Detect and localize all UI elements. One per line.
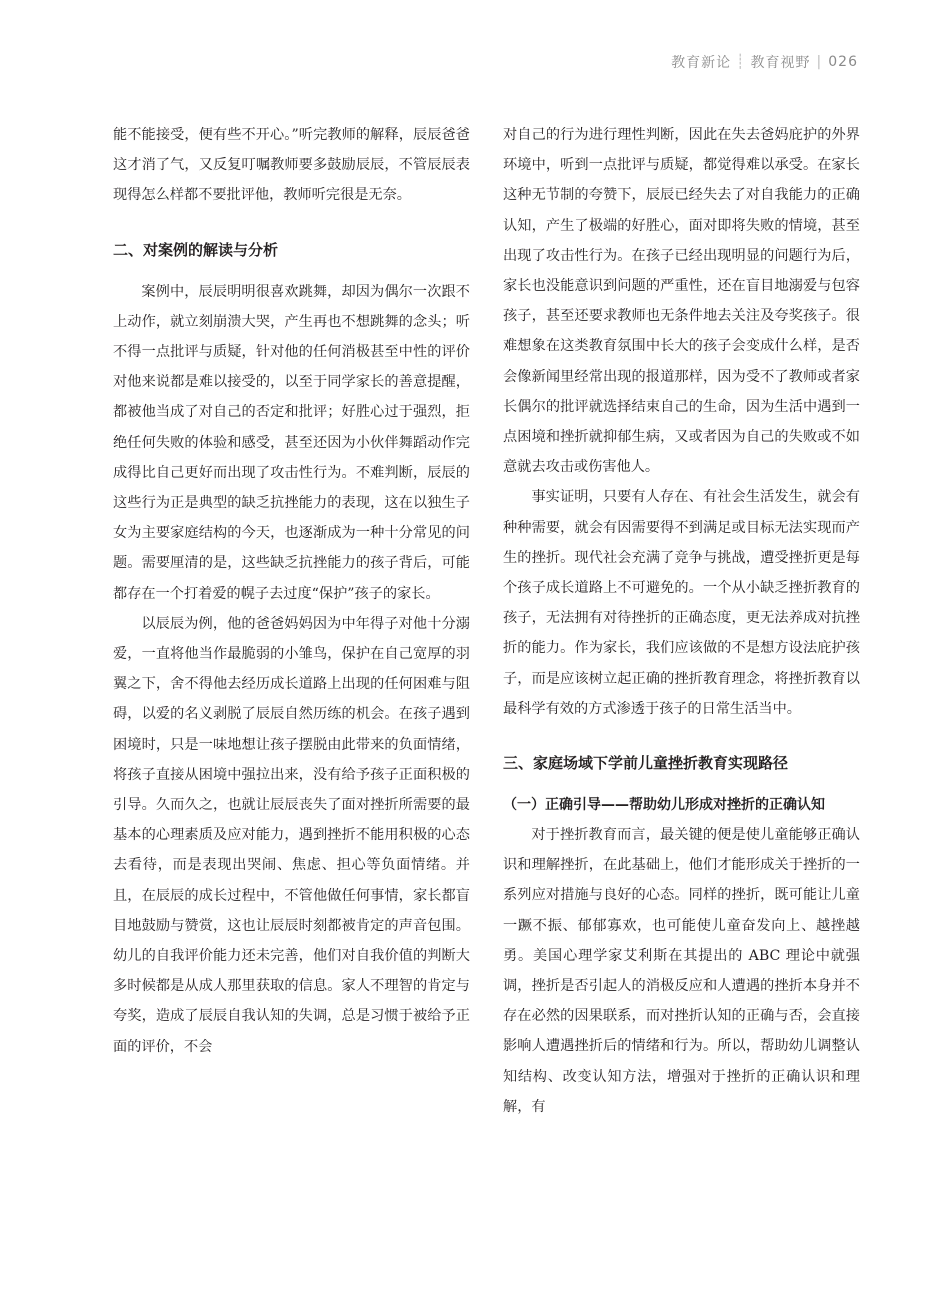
header-bar-separator: | xyxy=(816,54,823,70)
header-dotted-separator: ┊ xyxy=(736,54,746,70)
paragraph: 以辰辰为例，他的爸爸妈妈因为中年得子对他十分溺爱，一直将他当作最脆弱的小雏鸟，保护在自己宽厚的羽翼之下，舍不得他去经历成长道路上出现的任何困难与阻碍，以爱的名义剥脱了辰辰自然历练的机会。在孩子遇到困境时，只是一味地想让孩子摆脱由此带来的负面情绪，将孩子直接从困境中强拉出来，没有给予孩子正面积极的引导。久而久之，也就让辰辰丧失了面对挫折所需要的最基本的心理素质及应对能力，遇到挫折不能用积极的心态去看待，而是表现出哭闹、焦虑、担心等负面情绪。并且，在辰辰的成长过程中，不管他做任何事情，家长都盲目地鼓励与赞赏，这也让辰辰时刻都被肯定的声音包围。幼儿的自我评价能力还未完善，他们对自我价值的判断大多时候都是从成人那里获取的信息。家人不理智的肯定与夸奖，造成了辰辰自我认知的失调，总是习惯于被给予正面的评价，不会 xyxy=(113,615,470,1055)
header-section: 教育新论 xyxy=(671,55,732,71)
page-number: 026 xyxy=(828,54,858,70)
running-header xyxy=(671,52,858,72)
left-column xyxy=(113,120,470,1062)
subsection-heading: （一）正确引导——帮助幼儿形成对挫折的正确认知 xyxy=(503,797,825,814)
paragraph: 案例中，辰辰明明很喜欢跳舞，却因为偶尔一次跟不上动作，就立刻崩溃大哭，产生再也不想跳舞的念头；听不得一点批评与质疑，针对他的任何消极甚至中性的评价对他来说都是难以接受的，以至于同学家长的善意提醒，都被他当成了对自己的否定和批评；好胜心过于强烈，拒绝任何失败的体验和感受，甚至还因为小伙伴舞蹈动作完成得比自己更好而出现了攻击性行为。不难判断，辰辰的这些行为正是典型的缺乏抗挫能力的表现，这在以独生子女为主要家庭结构的今天，也逐渐成为一种十分常见的问题。需要厘清的是，这些缺乏抗挫能力的孩子背后，可能都存在一个打着爱的幌子去过度“保护”孩子的家长。 xyxy=(113,283,470,602)
header-subsection: 教育视野 xyxy=(750,55,811,71)
right-column xyxy=(503,120,860,1122)
paragraph: 对于挫折教育而言，最关键的便是使儿童能够正确认识和理解挫折，在此基础上，他们才能形成关于挫折的一系列应对措施与良好的心态。同样的挫折，既可能让儿童一蹶不振、郁郁寡欢，也可能使儿童奋发向上、越挫越勇。美国心理学家艾利斯在其提出的 ABC 理论中就强调，挫折是否引起人的消极反应和人遭遇的挫折本身并不存在必然的因果联系，而对挫折认知的正确与否，会直接影响人遭遇挫折后的情绪和行为。所以，帮助幼儿调整认知结构、改变认知方法，增强对于挫折的正确认识和理解，有 xyxy=(503,827,860,1115)
paragraph: 对自己的行为进行理性判断，因此在失去爸妈庇护的外界环境中，听到一点批评与质疑，都觉得难以承受。在家长这种无节制的夸赞下，辰辰已经失去了对自我能力的正确认知，产生了极端的好胜心，面对即将失败的情境，甚至出现了攻击性行为。在孩子已经出现明显的问题行为后，家长也没能意识到问题的严重性，还在盲目地溺爱与包容孩子，甚至还要求教师也无条件地去关注及夸奖孩子。很难想象在这类教育氛围中长大的孩子会变成什么样，是否会像新闻里经常出现的报道那样，因为受不了教师或者家长偶尔的批评就选择结束自己的生命，因为生活中遇到一点困境和挫折就抑郁生病，又或者因为自己的失败或不如意就去攻击或伤害他人。 xyxy=(503,127,860,476)
paragraph: 事实证明，只要有人存在、有社会生活发生，就会有种种需要，就会有因需要得不到满足或目标无法实现而产生的挫折。现代社会充满了竞争与挑战，遭受挫折更是每个孩子成长道路上不可避免的。一个从小缺乏挫折教育的孩子，无法拥有对待挫折的正确态度，更无法养成对抗挫折的能力。作为家长，我们应该做的不是想方设法庇护孩子，而是应该树立起正确的挫折教育理念，将挫折教育以最科学有效的方式渗透于孩子的日常生活当中。 xyxy=(503,489,860,717)
section-heading: 三、家庭场域下学前儿童挫折教育实现路径 xyxy=(503,754,789,773)
paragraph: 能不能接受，便有些不开心。”听完教师的解释，辰辰爸爸这才消了气，又反复叮嘱教师要多鼓励辰辰，不管辰辰表现得怎么样都不要批评他，教师听完很是无奈。 xyxy=(113,127,470,204)
section-heading: 二、对案例的解读与分析 xyxy=(113,240,279,259)
